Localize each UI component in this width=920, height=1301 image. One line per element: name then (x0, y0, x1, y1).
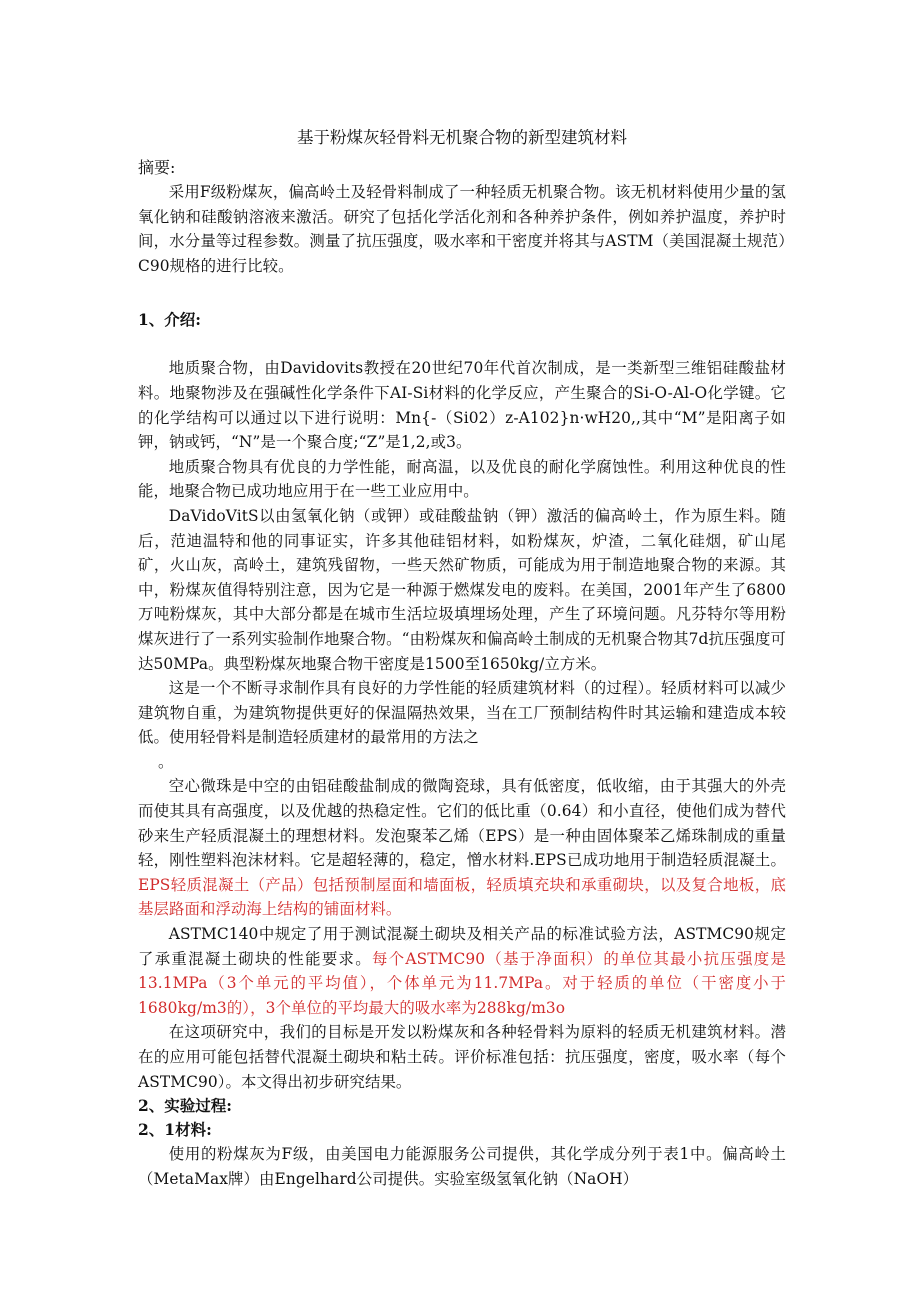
eps-applications-highlight: EPS轻质混凝土（产品）包括预制屋面和墙面板，轻质填充块和承重砌块，以及复合地板，底基层路面和浮动海上结构的铺面材料。 (138, 875, 786, 919)
paragraph-microspheres (138, 774, 786, 922)
section-heading-intro: 1、介绍: (138, 310, 202, 330)
document-page (138, 126, 786, 1191)
paragraph-geopolymer-intro: 地质聚合物，由Davidovits教授在20世纪70年代首次制成，是一类新型三维铝硅酸盐材料。地聚物涉及在强碱性化学条件下AI-Si材料的化学反应，产生聚合的Si-O-Al-O化学键。它的化学结构可以通过以下进行说明：Mn{-（Si02）z-A102}n·wH20,,其中“M”是阳离子如钾，钠或钙，“N”是一个聚合度;“Z”是1,2,或3。 (138, 359, 786, 452)
section-heading-experiment: 2、实验过程: (138, 1096, 233, 1116)
paragraph-fly-ash: DaVidoVitS以由氢氧化钠（或钾）或硅酸盐钠（钾）激活的偏高岭土，作为原生料。随后，范迪温特和他的同事证实，许多其他硅铝材料，如粉煤灰，炉渣，二氧化硅烟，矿山尾矿，火山灰，高岭土，建筑残留物，一些天然矿物质，可能成为用于制造地聚合物的来源。其中，粉煤灰值得特别注意，因为它是一种源于燃煤发电的废料。在美国，2001年产生了6800万吨粉煤灰，其中大部分都是在城市生活垃圾填埋场处理，产生了环境问题。凡芬特尔等用粉煤灰进行了一系列实验制作地聚合物。“由粉煤灰和偏高岭土制成的无机聚合物其7d抗压强度可达50MPa。典型粉煤灰地聚合物干密度是1500至1650kg/立方米。 (138, 506, 786, 673)
microspheres-text: 空心微珠是中空的由铝硅酸盐制成的微陶瓷球，具有低密度，低收缩，由于其强大的外壳而使其具有高强度，以及优越的热稳定性。它们的低比重（0.64）和小直径，使他们成为替代砂来生产轻质混凝土的理想材料。发泡聚苯乙烯（EPS）是一种由固体聚苯乙烯珠制成的重量轻，刚性塑料泡沫材料。它是超轻薄的，稳定，憎水材料.EPS已成功地用于制造轻质混凝土。 (138, 777, 786, 870)
paragraph-geopolymer-properties: 地质聚合物具有优良的力学性能，耐高温，以及优良的耐化学腐蚀性。利用这种优良的性能，地聚合物已成功地应用于在一些工业应用中。 (138, 457, 786, 501)
paragraph-lightweight-end: 。 (158, 752, 174, 771)
paragraph-objective: 在这项研究中，我们的目标是开发以粉煤灰和各种轻骨料为原料的轻质无机建筑材料。潜在的应用可能包括替代混凝土砌块和粘土砖。评价标准包括：抗压强度，密度，吸水率（每个ASTMC90）。本文得出初步研究结果。 (138, 1023, 786, 1091)
paragraph-lightweight: 这是一个不断寻求制作具有良好的力学性能的轻质建筑材料（的过程）。轻质材料可以减少建筑物自重，为建筑物提供更好的保温隔热效果，当在工厂预制结构件时其运输和建造成本较低。使用轻骨料是制造轻质建材的最常用的方法之 (138, 679, 786, 747)
astm-requirements-highlight: 每个ASTMC90（基于净面积）的单位其最小抗压强度是13.1MPa（3个单元的平均值），个体单元为11.7MPa。对于轻质的单位（干密度小于1680kg/m3的），3个单位的平均最大的吸水率为288kg/m3o (138, 949, 786, 1017)
document-title: 基于粉煤灰轻骨料无机聚合物的新型建筑材料 (297, 128, 627, 147)
paragraph-materials: 使用的粉煤灰为F级，由美国电力能源服务公司提供，其化学成分列于表1中。偏高岭土（MetaMax牌）由Engelhard公司提供。实验室级氢氧化钠（NaOH） (138, 1145, 786, 1188)
paragraph-astm (138, 922, 786, 1020)
subsection-heading-materials: 2、1材料: (138, 1120, 212, 1140)
abstract-label: 摘要: (138, 158, 176, 177)
astm-text: ASTMC140中规定了用于测试混凝土砌块及相关产品的标准试验方法，ASTMC90规定了承重混凝土砌块的性能要求。 (138, 925, 786, 968)
abstract-paragraph: 采用F级粉煤灰，偏高岭土及轻骨料制成了一种轻质无机聚合物。该无机材料使用少量的氢氧化钠和硅酸钠溶液来激活。研究了包括化学活化剂和各种养护条件，例如养护温度，养护时间，水分量等过程参数。测量了抗压强度，吸水率和干密度并将其与ASTM（美国混凝土规范）C90规格的进行比较。 (138, 183, 786, 275)
